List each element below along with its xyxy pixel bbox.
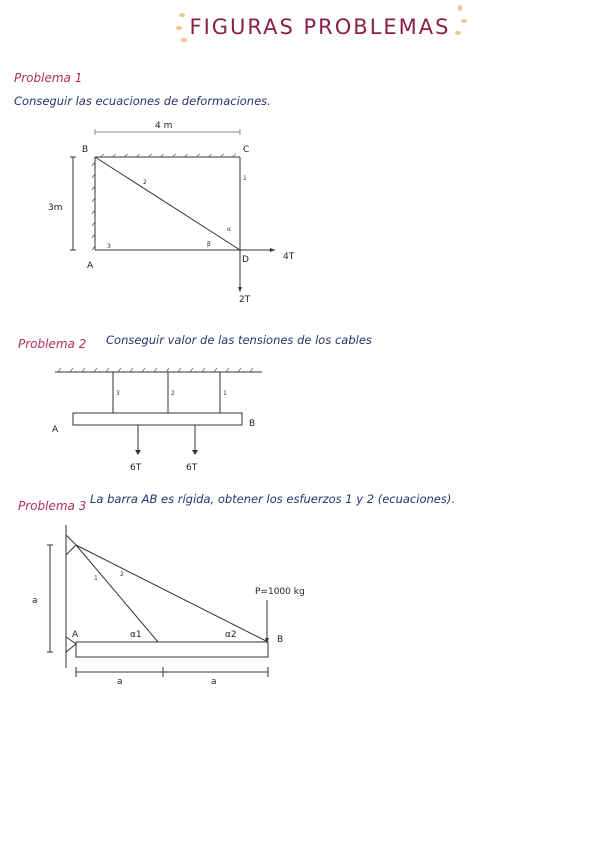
load-2t-label: 2T [239,295,251,305]
height-label: 3m [48,203,63,213]
node-b-label: B [277,635,284,645]
angle-beta-label: β [207,241,211,248]
problem-1-label: Problema 1 [14,71,83,85]
title-decoration-left [176,13,187,42]
node-a-label: A [72,630,79,640]
angle-alpha1-label: α1 [130,630,142,640]
bar-3-label: 3 [107,243,111,250]
bar-2-label: 2 [143,179,147,186]
bar-1-label: 1 [243,175,247,182]
load-2-label: 6T [186,463,198,473]
problem-1-statement: Conseguir las ecuaciones de deformaciones. [14,94,271,108]
angle-alpha2-label: α2 [225,630,237,640]
load-4t-label: 4T [283,252,295,262]
node-a-label: A [52,425,59,435]
cable-1-label: 1 [223,390,227,397]
node-b-label: B [82,145,89,155]
node-c-label: C [243,145,250,155]
dim-a-left-label: a [117,677,123,687]
problem-2-label: Problema 2 [18,337,87,351]
load-p-label: P=1000 kg [255,587,305,597]
problem-3-label: Problema 3 [18,499,87,513]
cable-3-label: 3 [116,390,120,397]
problem-3-statement: La barra AB es rígida, obtener los esfuerzos 1 y 2 (ecuaciones). [90,492,455,506]
bar-2-label: 2 [120,571,124,578]
node-a-label: A [87,261,94,271]
dim-a-right-label: a [211,677,217,687]
problem-2-figure [52,368,262,473]
angle-alpha-label: α [227,226,231,233]
page-title: FIGURAS PROBLEMAS [189,15,451,39]
node-d-label: D [242,255,249,265]
title-decoration-right [455,5,467,35]
width-label: 4 m [155,121,173,131]
load-1-label: 6T [130,463,142,473]
height-dim-label: a [32,596,38,606]
problem-3-figure [32,525,305,687]
cable-2-label: 2 [171,390,175,397]
problem-2-statement: Conseguir valor de las tensiones de los cables [106,333,372,347]
bar-1-label: 1 [94,575,98,582]
node-b-label: B [249,419,256,429]
problem-1-figure [48,121,295,305]
